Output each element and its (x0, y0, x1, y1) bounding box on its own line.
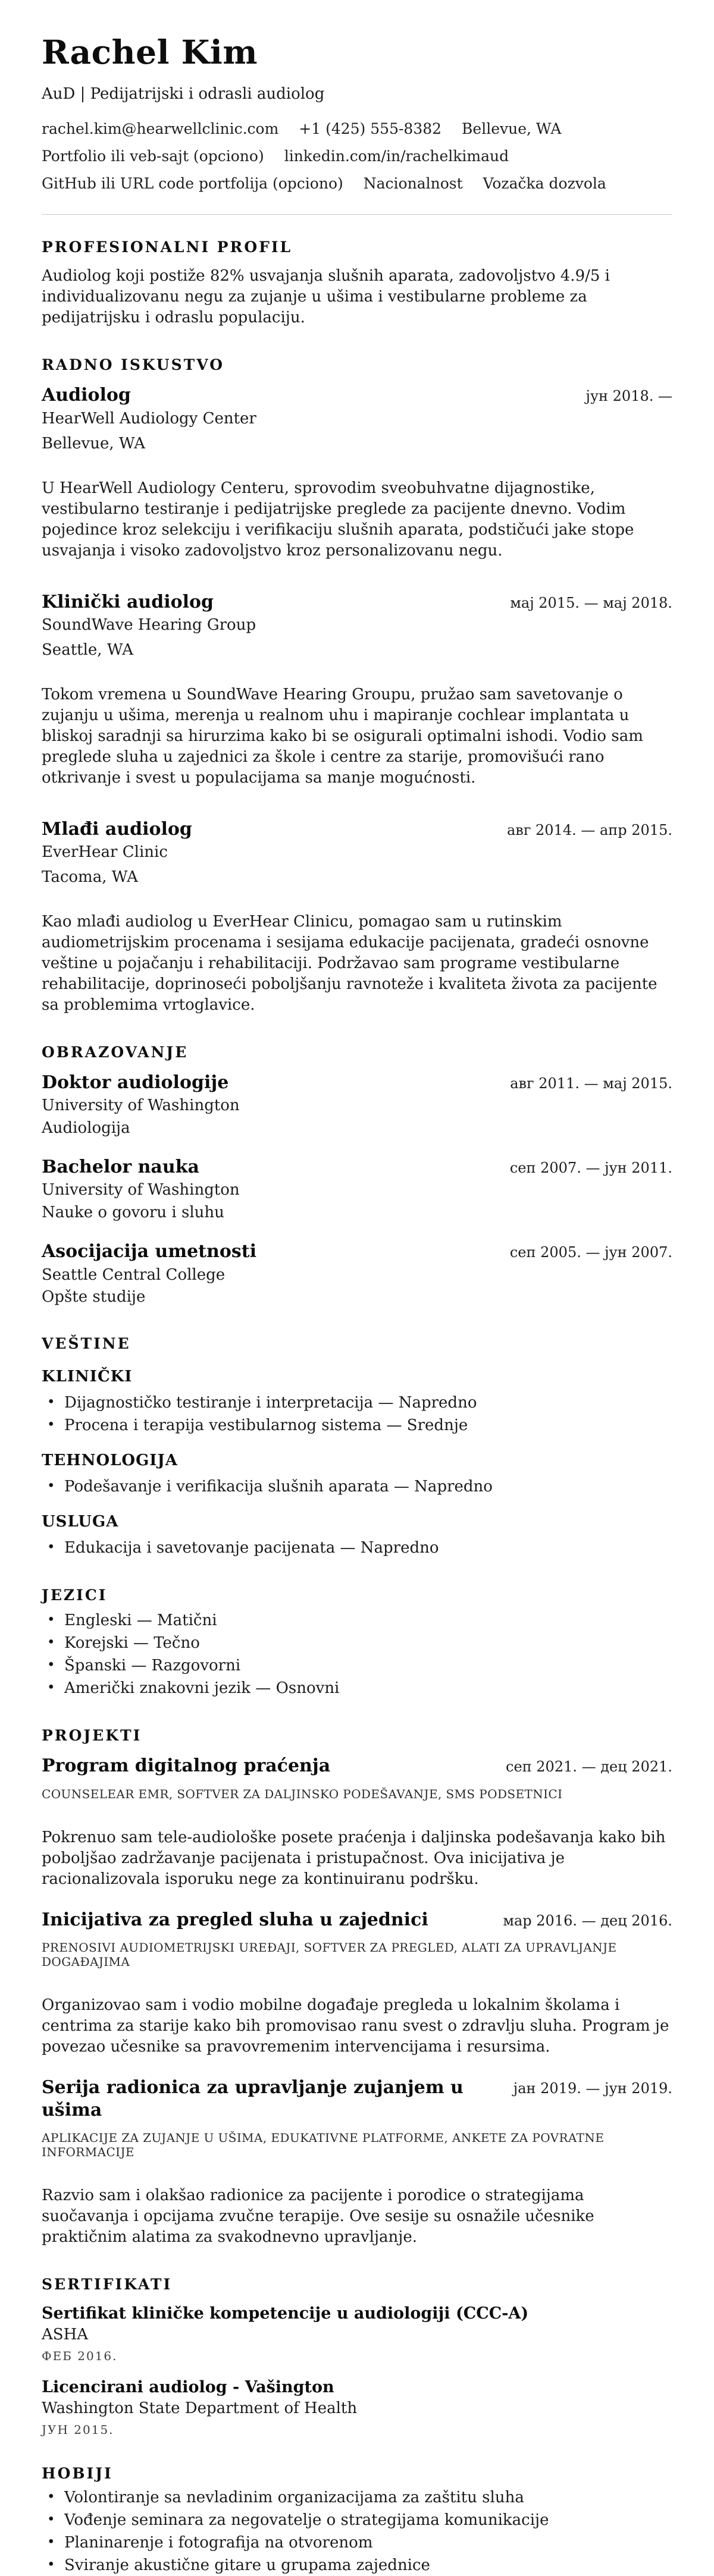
job-description: Tokom vremena u SoundWave Hearing Groupu, pružao sam savetovanje o zujanju u ušima, merenja u realnom uhu i mapiranje cochlear implantata u bliskoj saradnji sa hirurzima kako bi se osigurali optimalni ishodi. Vodio sam preglede sluha u zajednici za škole i centre za starije, promovišući rano otkrivanje i svest u populacijama sa manje mogućnosti. (42, 685, 643, 787)
contact-linkedin: linkedin.com/in/rachelkimaud (284, 147, 509, 165)
skill-group-clinical (42, 1368, 672, 1436)
language-item: • Američki znakovni jezik — Osnovni (42, 1678, 672, 1699)
degree-title: Doktor audiologije (42, 1072, 229, 1093)
skill-group-technology (42, 1452, 672, 1497)
skill-group-title: USLUGA (42, 1513, 119, 1531)
contact-github-placeholder: GitHub ili URL code portfolija (opciono) (42, 175, 343, 193)
experience-entry-head (42, 384, 672, 407)
contact-email: rachel.kim@hearwellclinic.com (42, 120, 279, 138)
degree-dates: сеп 2005. — јун 2007. (509, 1244, 672, 1261)
project-entry (42, 1755, 672, 1890)
job-dates: јун 2018. — (585, 388, 672, 405)
section-heading-languages: JEZICI (42, 1587, 108, 1604)
experience-entry-head (42, 591, 672, 614)
contact-row-3 (42, 175, 672, 192)
degree-dates: авг 2011. — мај 2015. (510, 1075, 672, 1092)
project-dates: мар 2016. — дец 2016. (503, 1912, 672, 1929)
profile-summary: Audiolog koji postiže 82% usvajanja slušnih aparata, zadovoljstvo 4.9/5 i individualizovanu negu za zujanje u ušima i vestibularne probleme za pedijatrijsku i odraslu populaciju. (42, 267, 610, 327)
section-heading-skills: VEŠTINE (42, 1335, 131, 1353)
certification-date: ЈУН 2015. (42, 2423, 114, 2437)
section-heading-hobbies: HOBIJI (42, 2465, 113, 2483)
field-of-study: Opšte studije (42, 1287, 146, 1306)
project-entry (42, 1909, 672, 2058)
field-of-study: Audiologija (42, 1119, 130, 1137)
section-certifications (42, 2276, 672, 2437)
field-of-study: Nauke o govoru i sluhu (42, 1203, 224, 1221)
education-entry-head (42, 1072, 672, 1094)
experience-entry-head (42, 818, 672, 841)
section-skills (42, 1335, 672, 1559)
section-heading-profile: PROFESIONALNI PROFIL (42, 238, 293, 256)
language-item: • Španski — Razgovorni (42, 1655, 672, 1676)
hobby-list (42, 2487, 672, 2576)
degree-dates: сеп 2007. — јун 2011. (509, 1159, 672, 1176)
skill-list (42, 1477, 672, 1497)
contact-row-2 (42, 147, 672, 165)
school-name: Seattle Central College (42, 1265, 226, 1284)
skill-group-title: KLINIČKI (42, 1368, 133, 1386)
job-title: Klinički audiolog (42, 591, 214, 612)
header-divider (42, 214, 672, 215)
section-education (42, 1044, 672, 1307)
project-description: Organizovao sam i vodio mobilne događaje pregleda u lokalnim školama i centrima za starije kako bih promovisao ranu svest o zdravlju sluha. Program je povezao učesnike sa pravovremenim intervencijama i resursima. (42, 1996, 669, 2056)
project-technologies: COUNSELEAR EMR, SOFTVER ZA DALJINSKO PODEŠAVANJE, SMS PODSETNICI (42, 1786, 563, 1801)
school-name: University of Washington (42, 1181, 240, 1199)
education-entry (42, 1240, 672, 1307)
job-title: Mlađi audiolog (42, 818, 192, 840)
school-name: University of Washington (42, 1097, 240, 1115)
candidate-name: Rachel Kim (42, 33, 258, 71)
job-company: HearWell Audiology Center (42, 409, 256, 428)
skill-list (42, 1393, 672, 1436)
skill-group-service (42, 1513, 672, 1559)
project-technologies: PRENOSIVI AUDIOMETRIJSKI UREĐAJI, SOFTVER ZA PREGLED, ALATI ZA UPRAVLJANJE DOGAĐAJIMA (42, 1940, 617, 1969)
job-location: Tacoma, WA (42, 868, 138, 887)
section-languages (42, 1587, 672, 1699)
hobby-item: • Planinarenje i fotografija na otvorenom (42, 2533, 672, 2553)
certification-entry (42, 2304, 672, 2363)
project-title: Program digitalnog praćenja (42, 1755, 331, 1777)
job-dates: мај 2015. — мај 2018. (510, 594, 672, 611)
degree-title: Asocijacija umetnosti (42, 1241, 256, 1262)
certification-name: Sertifikat kliničke kompetencije u audiologiji (CCC-A) (42, 2304, 529, 2323)
project-description: Pokrenuo sam tele-audiološke posete praćenja i daljinska podešavanja kako bih poboljšao zadržavanje pacijenata i pristupačnost. Ova inicijativa je racionalizovala isporuku nege za kontinuiranu podršku. (42, 1828, 666, 1888)
job-title: Audiolog (42, 385, 131, 406)
job-description: Kao mlađi audiolog u EverHear Clinicu, pomagao sam u rutinskim audiometrijskim procenama i sesijama edukacije pacijenata, gradeći osnovne veštine u pojačanju i rehabilitaciji. Podržavao sam programe vestibularne rehabilitacije, doprinoseći poboljšanju ravnoteže i kvaliteta života za pacijente sa problemima vrtoglavice. (42, 912, 657, 1014)
experience-entry (42, 818, 672, 1016)
language-item: • Engleski — Matični (42, 1610, 672, 1631)
certification-date: ФЕБ 2016. (42, 2349, 118, 2364)
contact-phone: +1 (425) 555-8382 (299, 120, 442, 138)
job-description: U HearWell Audiology Centeru, sprovodim sveobuhvatne dijagnostike, vestibularno testiranje i pedijatrijske preglede za pacijente dnevno. Vodim pojedince kroz selekciju i verifikaciju slušnih aparata, podstičući jake stope usvajanja i visoko zadovoljstvo kroz personalizovanu negu. (42, 479, 634, 560)
job-company: SoundWave Hearing Group (42, 616, 256, 634)
certification-name: Licencirani audiolog - Vašington (42, 2378, 334, 2397)
education-entry-head (42, 1156, 672, 1179)
contact-location: Bellevue, WA (462, 120, 562, 138)
skill-list (42, 1538, 672, 1559)
project-title: Serija radionica za upravljanje zujanjem u ušima (42, 2077, 464, 2121)
education-entry (42, 1156, 672, 1223)
contact-drivers-license-placeholder: Vozačka dozvola (483, 175, 606, 193)
skill-group-title: TEHNOLOGIJA (42, 1452, 178, 1470)
project-entry (42, 2076, 672, 2248)
project-description: Razvio sam i olakšao radionice za pacijente i porodice o strategijama suočavanja i opcijama zvučne terapije. Ove sesije su osnažile učesnike praktičnim alatima za svakodnevno upravljanje. (42, 2187, 594, 2247)
section-work-experience (42, 356, 672, 1015)
hobby-item: • Volontiranje sa nevladinim organizacijama za zaštitu sluha (42, 2487, 672, 2508)
degree-title: Bachelor nauka (42, 1156, 199, 1177)
skill-item: • Edukacija i savetovanje pacijenata — Napredno (42, 1538, 672, 1559)
hobby-item: • Vođenje seminara za negovatelje o strategijama komunikacije (42, 2510, 672, 2531)
project-entry-head (42, 2076, 672, 2121)
skill-item: • Procena i terapija vestibularnog sistema — Srednje (42, 1415, 672, 1436)
project-entry-head (42, 1755, 672, 1777)
job-dates: авг 2014. — апр 2015. (507, 821, 672, 838)
section-heading-projects: PROJEKTI (42, 1727, 142, 1745)
project-entry-head (42, 1909, 672, 1931)
resume-header (42, 34, 672, 192)
skill-item: • Dijagnostičko testiranje i interpretacija — Napredno (42, 1393, 672, 1413)
contact-row-1 (42, 120, 672, 137)
hobby-item: • Sviranje akustične gitare u grupama zajednice (42, 2555, 672, 2576)
project-dates: сеп 2021. — дец 2021. (506, 1758, 672, 1776)
certification-entry (42, 2378, 672, 2437)
project-dates: јан 2019. — јун 2019. (513, 2080, 672, 2097)
job-company: EverHear Clinic (42, 843, 168, 862)
language-list (42, 1610, 672, 1699)
project-technologies: APLIKACIJE ZA ZUJANJE U UŠIMA, EDUKATIVNE PLATFORME, ANKETE ZA POVRATNE INFORMACIJE (42, 2131, 605, 2160)
project-title: Inicijativa za pregled sluha u zajednici (42, 1909, 428, 1930)
contact-portfolio-placeholder: Portfolio ili veb-sajt (opciono) (42, 147, 264, 165)
section-heading-education: OBRAZOVANJE (42, 1043, 189, 1061)
language-item: • Korejski — Tečno (42, 1633, 672, 1654)
job-location: Bellevue, WA (42, 435, 146, 453)
section-professional-profile (42, 238, 672, 328)
section-hobbies (42, 2465, 672, 2576)
education-entry-head (42, 1240, 672, 1263)
section-heading-experience: RADNO ISKUSTVO (42, 356, 224, 374)
job-location: Seattle, WA (42, 641, 134, 659)
skill-item: • Podešavanje i verifikacija slušnih aparata — Napredno (42, 1477, 672, 1497)
candidate-tagline: AuD | Pedijatrijski i odrasli audiolog (42, 85, 325, 103)
section-projects (42, 1727, 672, 2248)
education-entry (42, 1072, 672, 1138)
certification-issuer: ASHA (42, 2326, 89, 2344)
experience-entry (42, 384, 672, 561)
experience-entry (42, 591, 672, 788)
section-heading-certifications: SERTIFIKATI (42, 2276, 173, 2294)
contact-nationality-placeholder: Nacionalnost (363, 175, 463, 193)
certification-issuer: Washington State Department of Health (42, 2399, 358, 2418)
